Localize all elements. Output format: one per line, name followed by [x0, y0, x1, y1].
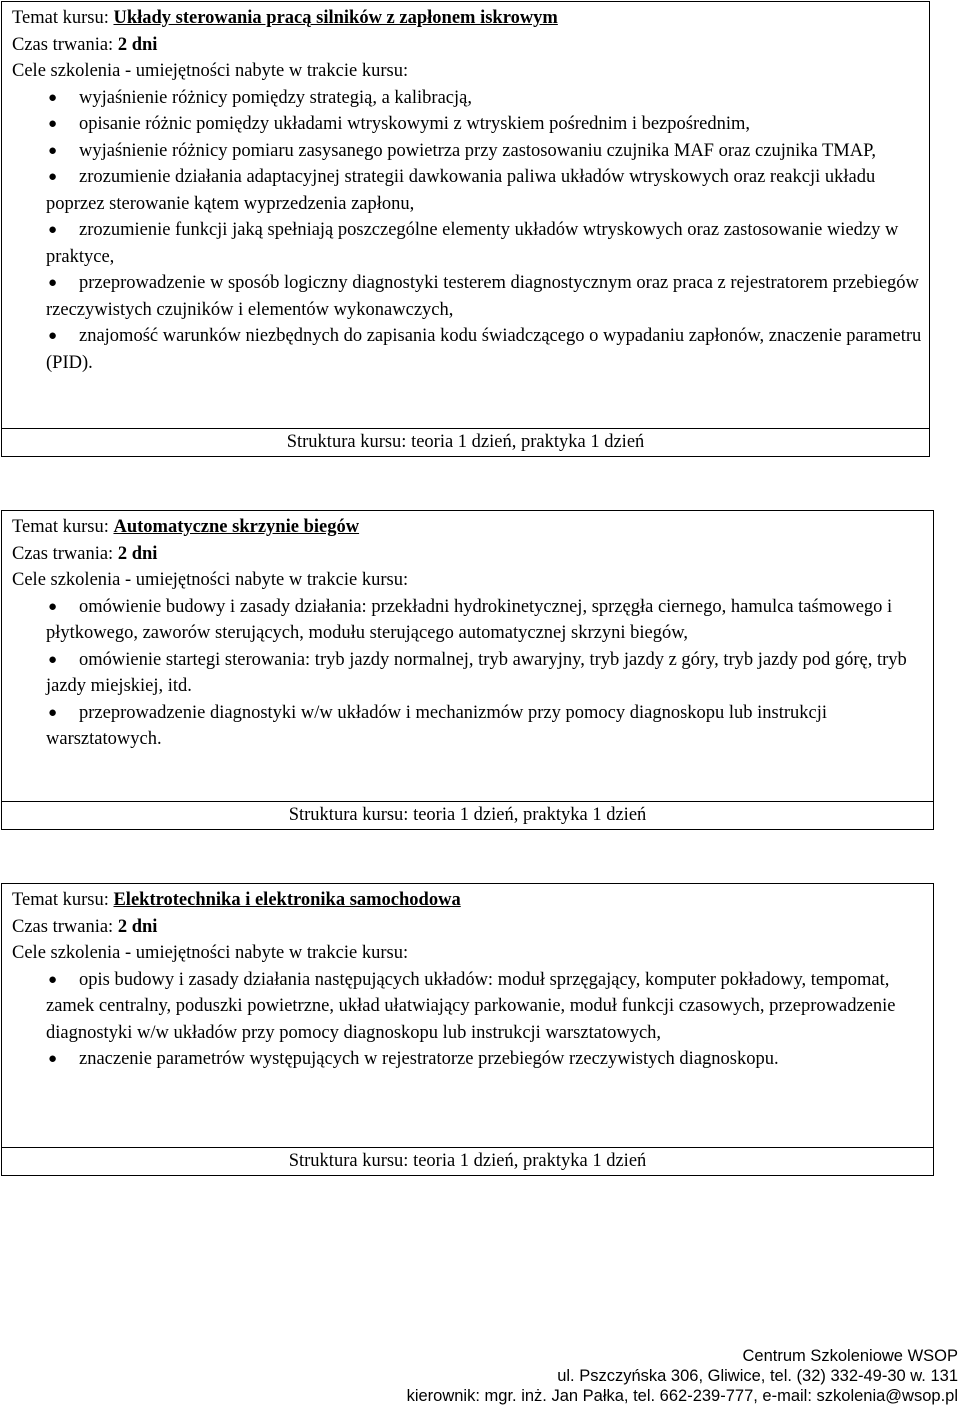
- goal-text: wyjaśnienie różnicy pomiaru zasysanego powietrza przy zastosowaniu czujnika MAF oraz czujnika TMAP,: [79, 140, 876, 161]
- goal-item: [12, 323, 929, 376]
- goal-item: [12, 111, 929, 138]
- goals-list: [12, 594, 933, 753]
- course-topic-row: [12, 514, 933, 541]
- course-duration-row: [12, 914, 933, 941]
- bullet-icon: ●: [48, 275, 58, 291]
- bullet-icon: ●: [48, 704, 58, 721]
- goal-text: zrozumienie działania adaptacyjnej strategii dawkowania paliwa układów wtryskowych oraz reakcji układu poprzez sterowanie kątem wyprzedzenia zapłonu,: [46, 167, 876, 214]
- goal-item: [12, 138, 929, 165]
- course-details: [1, 510, 934, 802]
- goal-item: [12, 594, 933, 647]
- course-topic: Układy sterowania pracą silników z zapłonem iskrowym: [113, 8, 558, 28]
- course-details: [1, 1, 930, 429]
- course-block-2: [1, 510, 934, 830]
- goal-item: [12, 85, 929, 112]
- course-block-3: [1, 883, 934, 1176]
- goal-text: wyjaśnienie różnicy pomiędzy strategią, a kalibracją,: [79, 87, 472, 108]
- goals-list: [12, 967, 933, 1073]
- bullet-icon: ●: [48, 142, 58, 159]
- course-structure: Struktura kursu: teoria 1 dzień, praktyka 1 dzień: [1, 1148, 934, 1176]
- bullet-icon: ●: [48, 222, 58, 238]
- goal-item: [12, 967, 933, 1047]
- course-structure: Struktura kursu: teoria 1 dzień, praktyka 1 dzień: [1, 802, 934, 830]
- bullet-icon: ●: [48, 89, 58, 106]
- course-topic: Elektrotechnika i elektronika samochodowa: [113, 890, 461, 910]
- course-details: [1, 883, 934, 1148]
- goal-item: [12, 1046, 933, 1073]
- goal-text: omówienie budowy i zasady działania: przekładni hydrokinetycznej, sprzęgła ciernego, hamulca taśmowego i płytkowego, zaworów sterujących, modułu sterującego automatycznej skrzyni biegów,: [46, 596, 893, 643]
- goal-text: omówienie startegi sterowania: tryb jazdy normalnej, tryb awaryjny, tryb jazdy z góry, tryb jazdy pod górę, tryb jazdy miejskiej, itd.: [46, 649, 907, 696]
- goal-item: [12, 164, 929, 217]
- course-topic-row: [12, 887, 933, 914]
- footer-address: ul. Pszczyńska 306, Gliwice, tel. (32) 332-49-30 w. 131: [557, 1367, 958, 1385]
- footer-manager: kierownik: mgr. inż. Jan Pałka, tel. 662-239-777, e-mail: szkolenia@wsop.pl: [406, 1387, 958, 1405]
- topic-label: Temat kursu:: [12, 517, 114, 537]
- duration-label: Czas trwania:: [12, 916, 118, 937]
- topic-label: Temat kursu:: [12, 890, 114, 910]
- goal-text: zrozumienie funkcji jaką spełniają poszczególne elementy układów wtryskowych oraz zastosowanie wiedzy w praktyce,: [46, 220, 899, 267]
- goal-item: [12, 647, 933, 700]
- bullet-icon: ●: [48, 116, 58, 132]
- course-duration: 2 dni: [117, 34, 158, 55]
- bullet-icon: ●: [48, 1051, 58, 1067]
- goal-item: [12, 700, 933, 753]
- footer-contact: [258, 1346, 958, 1406]
- goal-item: [12, 270, 929, 323]
- bullet-icon: ●: [48, 971, 58, 988]
- footer-organization: Centrum Szkoleniowe WSOP: [742, 1347, 958, 1365]
- duration-label: Czas trwania:: [12, 543, 118, 564]
- course-block-1: [1, 1, 930, 457]
- bullet-icon: ●: [48, 598, 58, 615]
- goals-heading: Cele szkolenia - umiejętności nabyte w trakcie kursu:: [12, 570, 409, 590]
- course-duration: 2 dni: [117, 543, 158, 564]
- goal-text: opisanie różnic pomiędzy układami wtryskowymi z wtryskiem pośrednim i bezpośrednim,: [79, 114, 750, 134]
- topic-label: Temat kursu:: [12, 8, 114, 28]
- goal-item: [12, 217, 929, 270]
- course-duration-row: [12, 32, 929, 59]
- course-duration-row: [12, 541, 933, 568]
- goal-text: opis budowy i zasady działania następujących układów: moduł sprzęgający, komputer pokładowy, tempomat, zamek centralny, poduszki powietrzne, układ ułatwiający parkowanie, moduł funkcji czasowych, przeprowadzenie diagnostyki w/w układów przy pomocy diagnoskopu lub instrukcji warsztatowych,: [46, 969, 896, 1043]
- goal-text: przeprowadzenie diagnostyki w/w układów i mechanizmów przy pomocy diagnoskopu lub instrukcji warsztatowych.: [46, 702, 828, 749]
- course-topic: Automatyczne skrzynie biegów: [113, 517, 360, 537]
- course-topic-row: [12, 5, 929, 32]
- goal-text: przeprowadzenie w sposób logiczny diagnostyki testerem diagnostycznym oraz praca z rejestratorem przebiegów rzeczywistych czujników i elementów wykonawczych,: [46, 273, 919, 320]
- bullet-icon: ●: [48, 651, 58, 668]
- course-structure: Struktura kursu: teoria 1 dzień, praktyka 1 dzień: [1, 429, 930, 457]
- course-duration: 2 dni: [117, 916, 158, 937]
- goals-heading: Cele szkolenia - umiejętności nabyte w trakcie kursu:: [12, 61, 409, 81]
- goal-text: znajomość warunków niezbędnych do zapisania kodu świadczącego o wypadaniu zapłonów, znaczenie parametru (PID).: [46, 326, 922, 373]
- goals-list: [12, 85, 929, 377]
- bullet-icon: ●: [48, 328, 58, 344]
- bullet-icon: ●: [48, 169, 58, 185]
- duration-label: Czas trwania:: [12, 34, 118, 55]
- goals-heading: Cele szkolenia - umiejętności nabyte w trakcie kursu:: [12, 943, 409, 963]
- goal-text: znaczenie parametrów występujących w rejestratorze przebiegów rzeczywistych diagnoskopu.: [79, 1049, 779, 1069]
